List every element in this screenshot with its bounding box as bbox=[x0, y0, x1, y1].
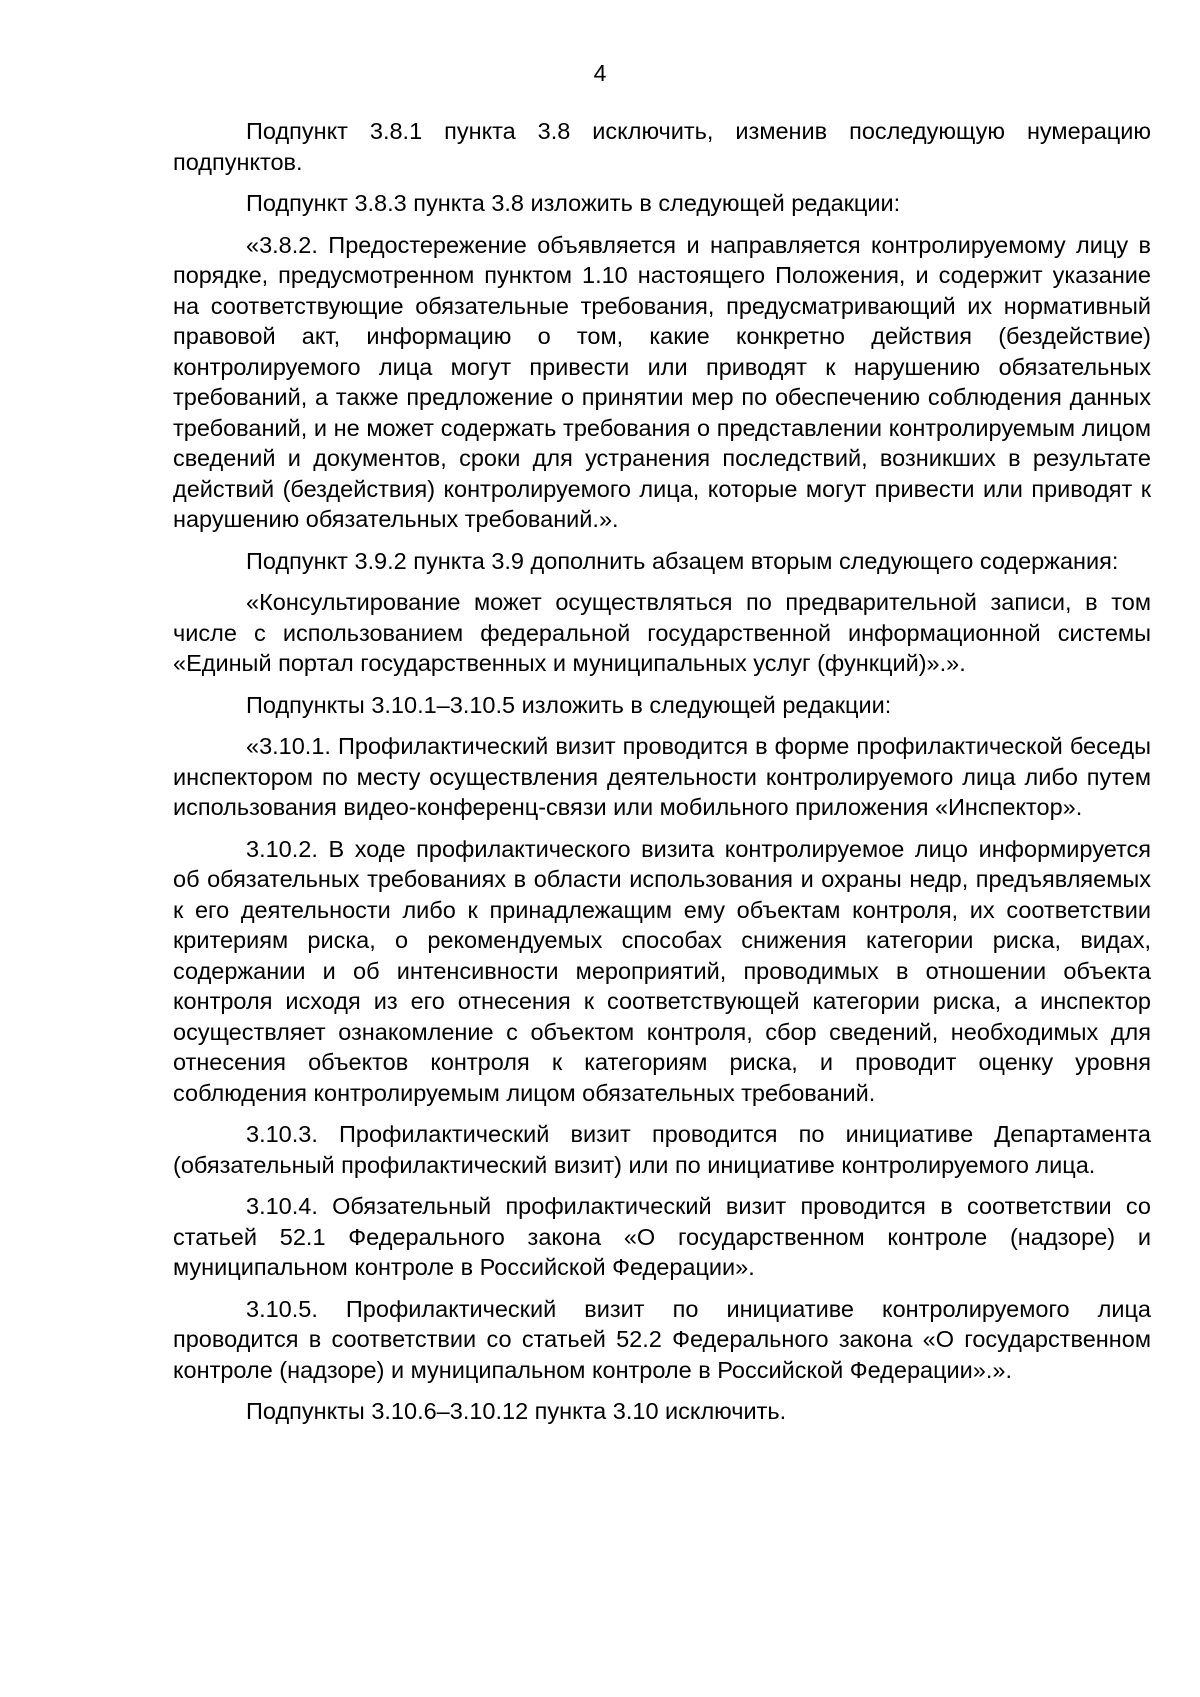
paragraph-3-10-4: 3.10.4. Обязательный профилактический визит проводится в соответствии со статьей 52.1 Федерального закона «О государственном контроле (надзоре) и муниципальном контроле в Российской Федерации». bbox=[173, 1193, 1151, 1280]
paragraph-exclude-3-8-1: Подпункт 3.8.1 пункта 3.8 исключить, изменив последующую нумерацию подпунктов. bbox=[173, 118, 1151, 175]
paragraph-3-8-2-text: «3.8.2. Предостережение объявляется и направляется контролируемому лицу в порядке, предусмотренном пунктом 1.10 настоящего Положения, и содержит указание на соответствующие обязательные требования, предусматривающий их нормативный правовой акт, информацию о том, какие конкретно действия (бездействие) контролируемого лица могут привести или приводят к нарушению обязательных требований, а также предложение о принятии мер по обеспечению соблюдения данных требований, и не может содержать требования о представлении контролируемым лицом сведений и документов, сроки для устранения последствий, возникших в результате действий (бездействия) контролируемого лица, которые могут привести или приводят к нарушению обязательных требований.». bbox=[173, 231, 1151, 532]
paragraph-3-10-2: 3.10.2. В ходе профилактического визита контролируемое лицо информируется об обязательных требованиях в области использования и охраны недр, предъявляемых к его деятельности либо к принадлежащим ему объектам контроля, их соответствии критериям риска, о рекомендуемых способах снижения категории риска, видах, содержании и об интенсивности мероприятий, проводимых в отношении объекта контроля исходя из его отнесения к соответствующей категории риска, а инспектор осуществляет ознакомление с объектом контроля, сбор сведений, необходимых для отнесения объектов контроля к категориям риска, и проводит оценку уровня соблюдения контролируемым лицом обязательных требований. bbox=[173, 835, 1151, 1106]
paragraph-3-10-3: 3.10.3. Профилактический визит проводится по инициативе Департамента (обязательный профилактический визит) или по инициативе контролируемого лица. bbox=[173, 1121, 1151, 1178]
paragraph-consulting-text: «Консультирование может осуществляться по предварительной записи, в том числе с использованием федеральной государственной информационной системы «Единый портал государственных и муниципальных услуг (функций)».». bbox=[173, 589, 1151, 676]
paragraph-amend-3-9-2: Подпункт 3.9.2 пункта 3.9 дополнить абзацем вторым следующего содержания: bbox=[246, 547, 1119, 574]
paragraph-exclude-3-10-6-12: Подпункты 3.10.6–3.10.12 пункта 3.10 исключить. bbox=[246, 1398, 787, 1424]
paragraph-amend-3-10: Подпункты 3.10.1–3.10.5 изложить в следующей редакции: bbox=[246, 691, 892, 718]
paragraph-3-10-5: 3.10.5. Профилактический визит по инициативе контролируемого лица проводится в соответствии со статьей 52.2 Федерального закона «О государственном контроле (надзоре) и муниципальном контроле в Российской Федерации».». bbox=[173, 1295, 1151, 1383]
page-number: 4 bbox=[593, 60, 607, 86]
document-body bbox=[173, 116, 1151, 1438]
paragraph-amend-3-8-3: Подпункт 3.8.3 пункта 3.8 изложить в следующей редакции: bbox=[246, 190, 901, 216]
paragraph-3-10-1: «3.10.1. Профилактический визит проводится в форме профилактической беседы инспектором по месту осуществления деятельности контролируемого лица либо путем использования видео-конференц-связи или мобильного приложения «Инспектор». bbox=[173, 733, 1151, 820]
